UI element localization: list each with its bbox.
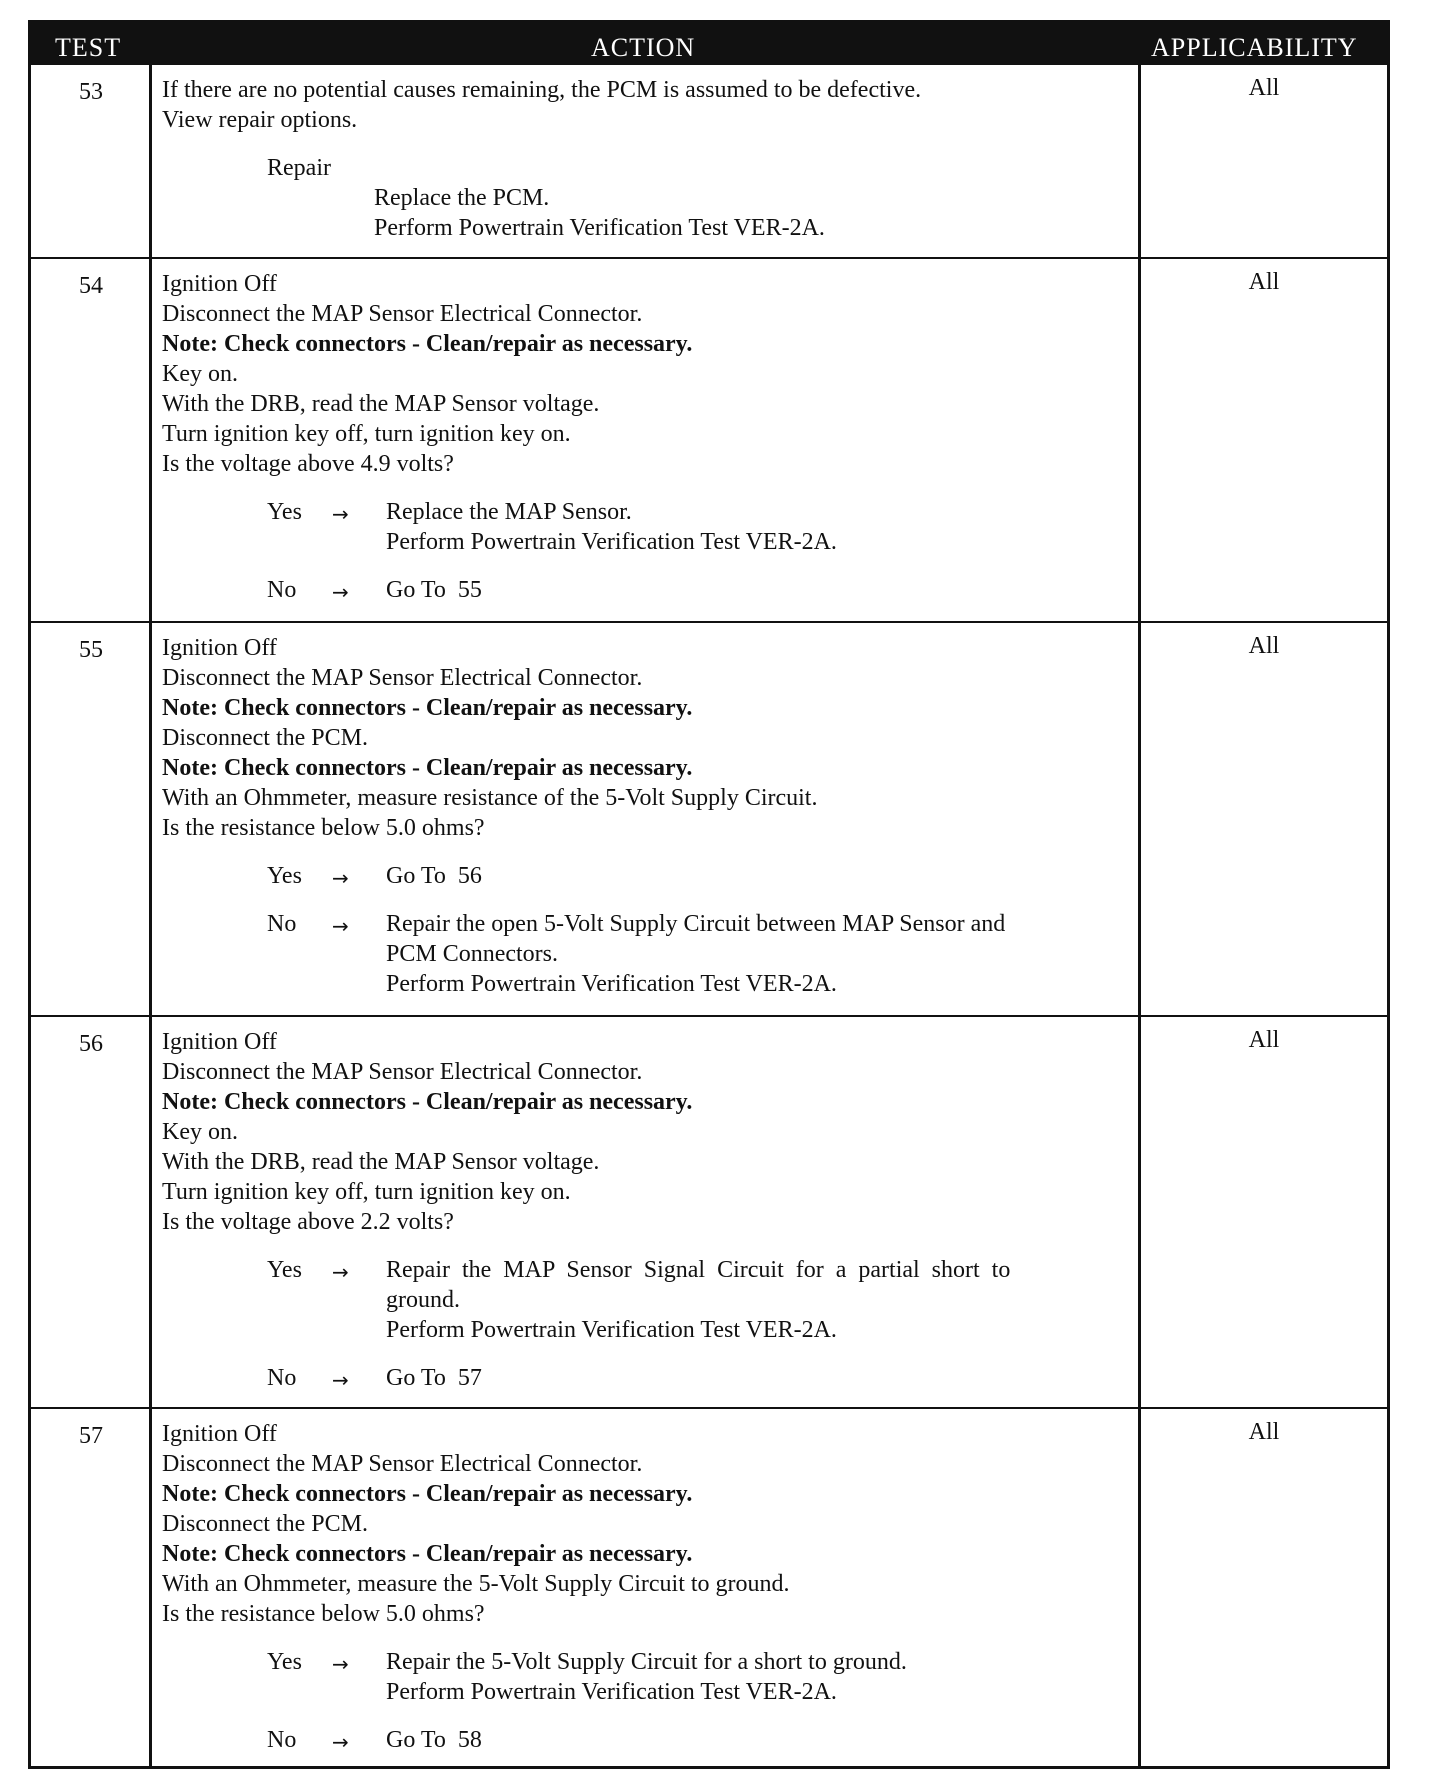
no-option: [162, 909, 1133, 939]
header-test: TEST: [55, 33, 122, 62]
no-action-continued: Perform Powertrain Verification Test VER-2A.: [386, 971, 837, 997]
action-cell: [162, 75, 1133, 243]
action-line: Disconnect the PCM.: [162, 725, 368, 751]
no-label: No: [267, 911, 297, 937]
yes-label: Yes: [267, 499, 302, 525]
test-number: 53: [79, 79, 103, 105]
action-line: With an Ohmmeter, measure the 5-Volt Supply Circuit to ground.: [162, 1571, 790, 1597]
arrow-icon: →: [332, 1730, 349, 1754]
no-action: Go To 55: [386, 577, 482, 603]
action-line: Ignition Off: [162, 1029, 277, 1055]
question-line: Is the resistance below 5.0 ohms?: [162, 1601, 485, 1627]
action-line: If there are no potential causes remaining, the PCM is assumed to be defective.: [162, 77, 922, 103]
note-line: Note: Check connectors - Clean/repair as necessary.: [162, 1541, 693, 1567]
yes-action-continued: ground.: [386, 1287, 460, 1313]
yes-label: Yes: [267, 1257, 302, 1283]
action-line: Key on.: [162, 361, 238, 387]
applicability: All: [1248, 633, 1280, 659]
test-number: 55: [79, 637, 103, 663]
action-line: Disconnect the MAP Sensor Electrical Connector.: [162, 301, 643, 327]
repair-label: Repair: [267, 155, 331, 181]
action-line: With the DRB, read the MAP Sensor voltage.: [162, 391, 600, 417]
table-row: [31, 621, 1387, 1015]
applicability: All: [1248, 269, 1280, 295]
action-line: Disconnect the MAP Sensor Electrical Connector.: [162, 665, 643, 691]
question-line: Is the resistance below 5.0 ohms?: [162, 815, 485, 841]
yes-option: [162, 1255, 1133, 1285]
applicability: All: [1248, 1027, 1280, 1053]
note-line: Note: Check connectors - Clean/repair as necessary.: [162, 1089, 693, 1115]
yes-action-continued: Perform Powertrain Verification Test VER-2A.: [386, 1679, 837, 1705]
yes-action-continued: Perform Powertrain Verification Test VER-2A.: [386, 1317, 837, 1343]
applicability: All: [1248, 75, 1280, 101]
no-option: [162, 575, 1133, 605]
action-cell: [162, 1419, 1133, 1755]
action-line: Ignition Off: [162, 635, 277, 661]
repair-line: Perform Powertrain Verification Test VER-2A.: [374, 215, 825, 241]
action-cell: [162, 633, 1133, 999]
question-line: Is the voltage above 2.2 volts?: [162, 1209, 454, 1235]
arrow-icon: →: [332, 914, 349, 938]
test-number: 57: [79, 1423, 103, 1449]
table-row: [31, 65, 1387, 257]
no-action: Repair the open 5-Volt Supply Circuit between MAP Sensor and: [386, 911, 1006, 937]
yes-action-continued: Perform Powertrain Verification Test VER-2A.: [386, 529, 837, 555]
repair-line: Replace the PCM.: [374, 185, 550, 211]
diagnostic-table: [28, 20, 1390, 1769]
action-line: Disconnect the MAP Sensor Electrical Connector.: [162, 1451, 643, 1477]
yes-option: [162, 497, 1133, 527]
table-row: [31, 257, 1387, 621]
note-line: Note: Check connectors - Clean/repair as necessary.: [162, 1481, 693, 1507]
table-row: [31, 1407, 1387, 1766]
no-label: No: [267, 577, 297, 603]
arrow-icon: →: [332, 1368, 349, 1392]
applicability: All: [1248, 1419, 1280, 1445]
action-line: Turn ignition key off, turn ignition key on.: [162, 1179, 571, 1205]
no-option: [162, 1363, 1133, 1393]
header-applicability: APPLICABILITY: [1151, 33, 1358, 62]
arrow-icon: →: [332, 502, 349, 526]
no-action: Go To 57: [386, 1365, 482, 1391]
table-row: [31, 1015, 1387, 1407]
action-cell: [162, 269, 1133, 605]
note-line: Note: Check connectors - Clean/repair as necessary.: [162, 331, 693, 357]
no-label: No: [267, 1365, 297, 1391]
test-number: 54: [79, 273, 103, 299]
no-option: [162, 1725, 1133, 1755]
note-line: Note: Check connectors - Clean/repair as necessary.: [162, 755, 693, 781]
arrow-icon: →: [332, 1652, 349, 1676]
header-action: ACTION: [591, 33, 696, 62]
no-action-continued: PCM Connectors.: [386, 941, 559, 967]
no-label: No: [267, 1727, 297, 1753]
action-line: With the DRB, read the MAP Sensor voltage.: [162, 1149, 600, 1175]
arrow-icon: →: [332, 866, 349, 890]
arrow-icon: →: [332, 1260, 349, 1284]
action-cell: [162, 1027, 1133, 1393]
action-line: View repair options.: [162, 107, 358, 133]
table-header: [31, 23, 1387, 65]
action-line: Turn ignition key off, turn ignition key on.: [162, 421, 571, 447]
action-line: Ignition Off: [162, 271, 277, 297]
yes-option: [162, 861, 1133, 891]
question-line: Is the voltage above 4.9 volts?: [162, 451, 454, 477]
yes-label: Yes: [267, 863, 302, 889]
action-line: With an Ohmmeter, measure resistance of the 5-Volt Supply Circuit.: [162, 785, 818, 811]
yes-action: Go To 56: [386, 863, 482, 889]
yes-action: Repair the MAP Sensor Signal Circuit for a partial short to: [386, 1257, 1011, 1283]
yes-option: [162, 1647, 1133, 1677]
test-number: 56: [79, 1031, 103, 1057]
arrow-icon: →: [332, 580, 349, 604]
action-line: Disconnect the PCM.: [162, 1511, 368, 1537]
action-line: Ignition Off: [162, 1421, 277, 1447]
yes-label: Yes: [267, 1649, 302, 1675]
yes-action: Replace the MAP Sensor.: [386, 499, 632, 525]
action-line: Key on.: [162, 1119, 238, 1145]
action-line: Disconnect the MAP Sensor Electrical Connector.: [162, 1059, 643, 1085]
note-line: Note: Check connectors - Clean/repair as necessary.: [162, 695, 693, 721]
yes-action: Repair the 5-Volt Supply Circuit for a short to ground.: [386, 1649, 907, 1675]
no-action: Go To 58: [386, 1727, 482, 1753]
